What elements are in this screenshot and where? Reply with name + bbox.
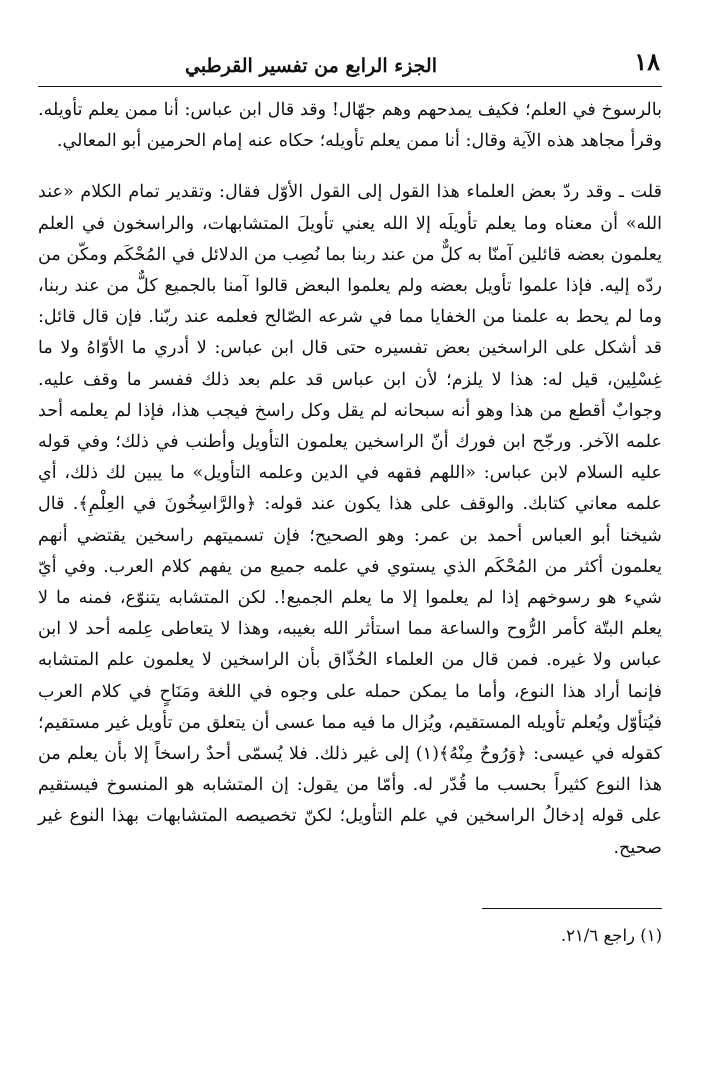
page-header xyxy=(38,44,662,87)
footnote-divider xyxy=(482,908,662,909)
footnote: (١) راجع ٢١/٦. xyxy=(560,925,662,945)
paragraph-2: قلت ـ وقد ردّ بعض العلماء هذا القول إلى القول الأوّل فقال: وتقدير تمام الكلام «عند الله» أن معناه وما يعلم تأويلَه إلا الله يعني تأويلَ المتشابهات، والراسخون في العلم يعلمون بعضه قائلين آمنّا به كلٌّ من عند ربنا بما نُصِب من الدلائل في المُحْكَم ومكّن من ردّه إليه. فإذا علموا تأويل بعضه ولم يعلموا البعض قالوا آمنا بالجميع كلٌّ من عند ربنا، وما لم يحط به علمنا من الخفايا مما في شرعه الصّالح فعلمه عند ربّنا. فإن قال قائل: قد أشكل على الراسخين بعض تفسيره حتى قال ابن عباس: لا أدري ما الأوّاهُ ولا ما غِسْلِين، قيل له: هذا لا يلزم؛ لأن ابن عباس قد علم بعد ذلك ففسر ما وقف عليه. وجوابٌ أقطع من هذا وهو أنه سبحانه لم يقل وكل راسخ فيجب هذا، فإذا لم يعلمه أحد علمه الآخر. ورجّح ابن فورك أنّ الراسخين يعلمون التأويل وأطنب في ذلك؛ وفي قوله عليه السلام لابن عباس: «اللهم فقهه في الدين وعلمه التأويل» ما يبين لك ذلك، أي علمه معاني كتابك. والوقف على هذا يكون عند قوله: ﴿والرَّاسِخُونَ في العِلْمِ﴾. قال شيخنا أبو العباس أحمد بن عمر: وهو الصحيح؛ فإن تسميتهم راسخين يقتضي أنهم يعلمون أكثر من المُحْكَم الذي يستوي في علمه جميع من يفهم كلام العرب. وفي أيّ شيء هو رسوخهم إذا لم يعلموا إلا ما يعلم الجميع!. لكن المتشابه يتنوّع، فمنه ما لا يعلم البتّة كأمر الرُّوح والساعة مما استأثر الله بغيبه، وهذا لا يتعاطى عِلمه أحد لا ابن عباس ولا غيره. فمن قال من العلماء الحُذّاق بأن الراسخين لا يعلمون علم المتشابه فإنما أراد هذا النوع، وأما ما يمكن حمله على وجوه في اللغة ومَنَاحٍ في كلام العرب فيُتأوّل ويُعلم تأويله المستقيم، ويُزال ما فيه مما عسى أن يتعلق من تأويل غير مستقيم؛ كقوله في عيسى: ﴿وَرُوحٌ مِنْهُ﴾(١) إلى غير ذلك. فلا يُسمّى أحدٌ راسخاً إلا بأن يعلم من هذا النوع كثيراً بحسب ما قُدّر له. وأمّا من يقول: إن المتشابه هو المنسوخ فيستقيم على قوله إدخالُ الراسخين في علم التأويل؛ لكنّ تخصيصه المتشابهات بهذا النوع غير صحيح. xyxy=(38,182,662,858)
book-page xyxy=(38,44,662,1054)
running-title: الجزء الرابع من تفسير القرطبي xyxy=(184,55,437,77)
paragraph-1: بالرسوخ في العلم؛ فكيف يمدحهم وهم جهّال! وقد قال ابن عباس: أنا ممن يعلم تأويله. وقرأ مجاهد هذه الآية وقال: أنا ممن يعلم تأويله؛ حكاه عنه إمام الحرمين أبو المعالي. xyxy=(38,100,662,152)
page-number: ١٨ xyxy=(634,47,660,76)
